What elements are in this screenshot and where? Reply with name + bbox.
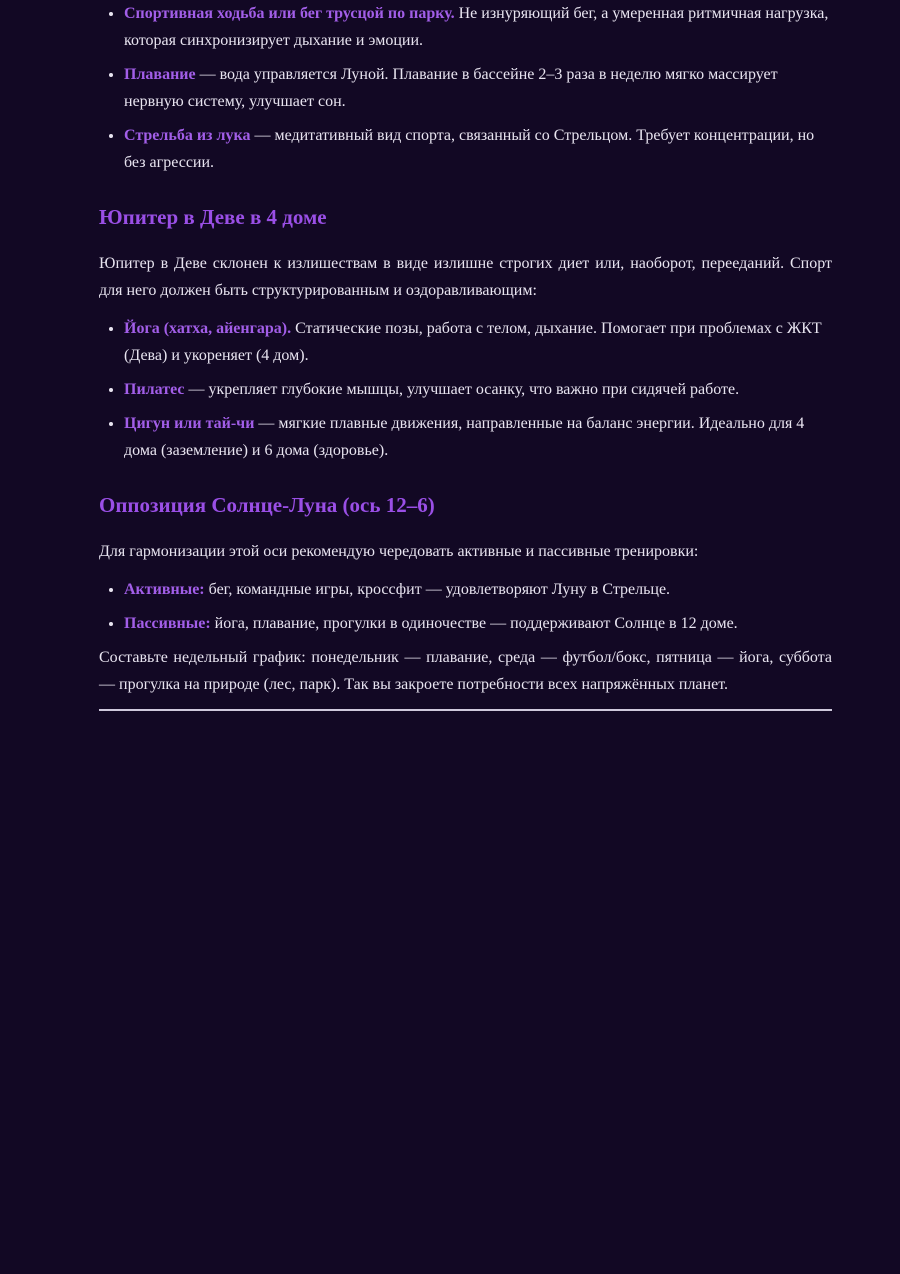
list-item-term: Плавание xyxy=(124,66,196,83)
list-item xyxy=(124,315,832,369)
list-item-term: Активные: xyxy=(124,581,205,598)
jupiter-section xyxy=(99,203,832,464)
jupiter-list xyxy=(99,315,832,464)
list-item-text: — медитативный вид спорта, связанный со Стрельцом. Требует концентрации, но без агрессии. xyxy=(124,127,815,171)
list-item-term: Пассивные: xyxy=(124,615,211,632)
opposition-section xyxy=(99,491,832,698)
opposition-list xyxy=(99,576,832,637)
sports-list-top xyxy=(99,0,832,176)
list-item-text: — вода управляется Луной. Плавание в бассейне 2–3 раза в неделю мягко массирует нервную систему, улучшает сон. xyxy=(124,66,778,110)
list-item-text: Не изнуряющий бег, а умеренная ритмичная нагрузка, которая синхронизирует дыхание и эмоции. xyxy=(124,5,829,49)
list-item-term: Пилатес xyxy=(124,381,185,398)
list-item-text: — мягкие плавные движения, направленные на баланс энергии. Идеально для 4 дома (заземление) и 6 дома (здоровье). xyxy=(124,415,805,459)
opposition-intro: Для гармонизации этой оси рекомендую чередовать активные и пассивные тренировки: xyxy=(99,543,699,560)
jupiter-intro: Юпитер в Деве склонен к излишествам в виде излишне строгих диет или, наоборот, перееданий. Спорт для него должен быть структурированным и оздоравливающим: xyxy=(99,255,832,299)
article-content xyxy=(99,0,832,711)
list-item xyxy=(124,410,832,464)
list-item-term: Йога (хатха, айенгара). xyxy=(124,320,292,337)
list-item xyxy=(124,376,832,403)
list-item-text: — укрепляет глубокие мышцы, улучшает осанку, что важно при сидячей работе. xyxy=(184,381,740,398)
list-item-term: Цигун или тай-чи xyxy=(124,415,255,432)
list-item-term: Спортивная ходьба или бег трусцой по парку. xyxy=(124,5,455,22)
list-item-text: йога, плавание, прогулки в одиночестве — поддерживают Солнце в 12 доме. xyxy=(210,615,738,632)
jupiter-heading: Юпитер в Деве в 4 доме xyxy=(99,205,327,229)
list-item xyxy=(124,610,832,637)
list-item-text: бег, командные игры, кроссфит — удовлетворяют Луну в Стрельце. xyxy=(204,581,671,598)
list-item-term: Стрельба из лука xyxy=(124,127,251,144)
opposition-heading: Оппозиция Солнце-Луна (ось 12–6) xyxy=(99,493,435,517)
list-item xyxy=(124,576,832,603)
list-item xyxy=(124,61,832,115)
list-item xyxy=(124,122,832,176)
list-item xyxy=(124,0,832,54)
list-item-text: Статические позы, работа с телом, дыхание. Помогает при проблемах с ЖКТ (Дева) и укореняет (4 дом). xyxy=(124,320,822,364)
section-divider xyxy=(99,709,832,711)
opposition-conclusion: Составьте недельный график: понедельник — плавание, среда — футбол/бокс, пятница — йога, суббота — прогулка на природе (лес, парк). Так вы закроете потребности всех напряжённых планет. xyxy=(99,649,832,693)
